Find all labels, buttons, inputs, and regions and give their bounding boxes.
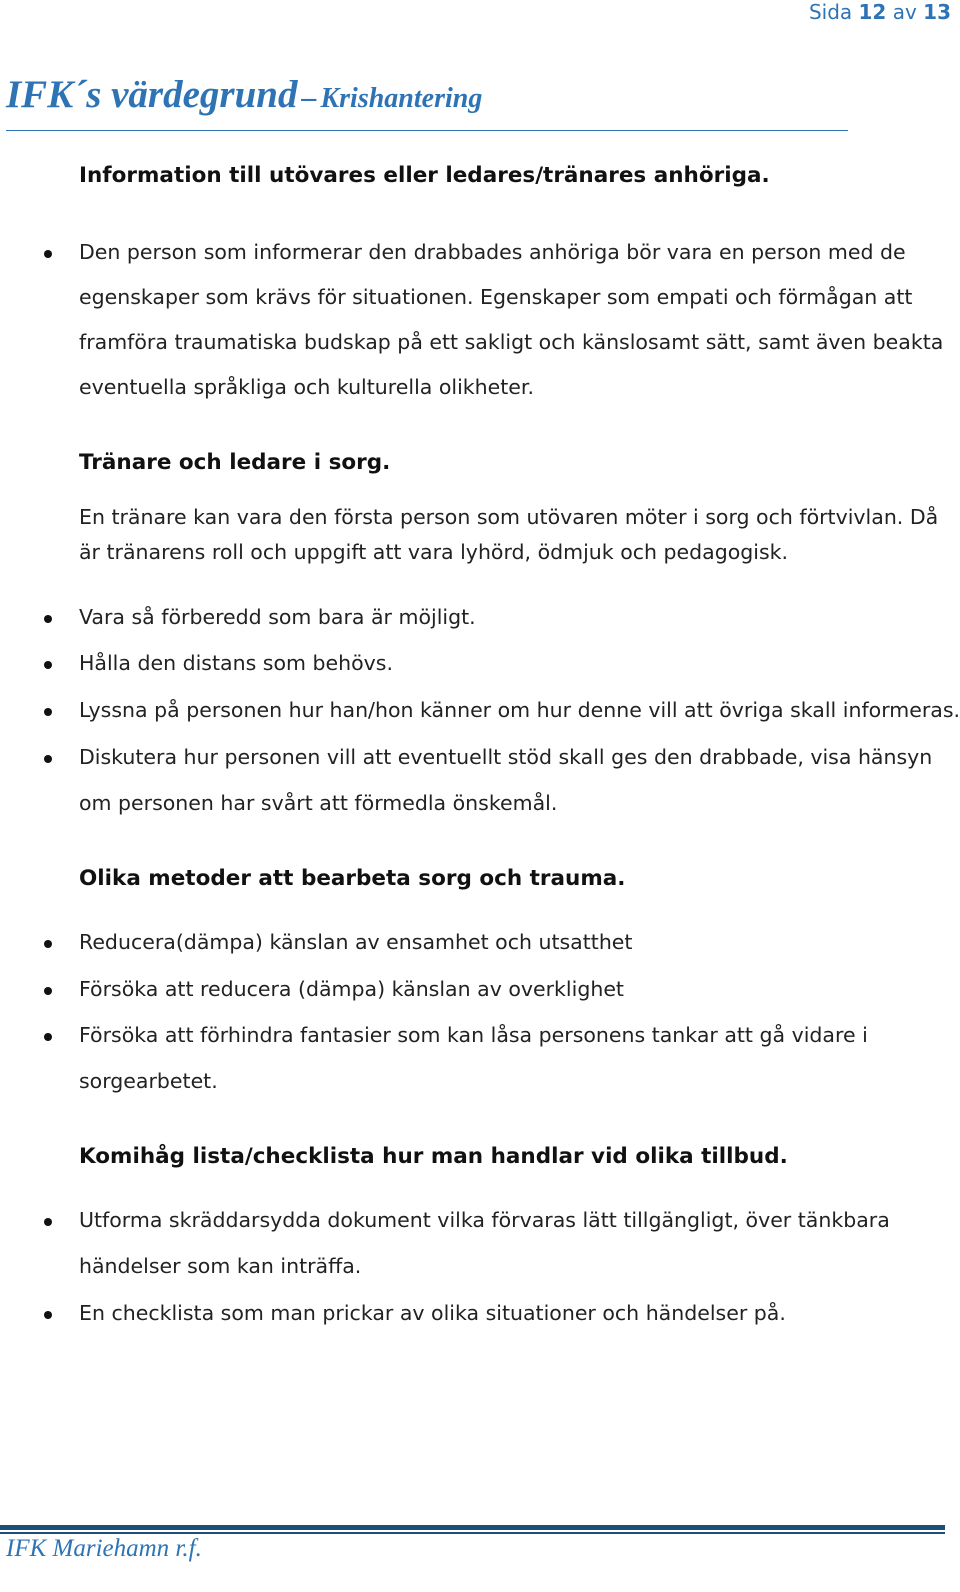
bullet-text-line: eventuella språkliga och kulturella olikheter. (79, 375, 534, 399)
bullet-text-line: En checklista som man prickar av olika situationer och händelser på. (79, 1301, 786, 1325)
bullet-text-line: Försöka att förhindra fantasier som kan låsa personens tankar att gå vidare i (79, 1023, 868, 1047)
bullet-text-line: Reducera(dämpa) känslan av ensamhet och utsatthet (79, 930, 633, 954)
page-of: av (892, 0, 917, 24)
page-prefix: Sida (808, 0, 853, 24)
bullet-text-line: Vara så förberedd som bara är möjligt. (79, 605, 476, 629)
bullet-text-line: Diskutera hur personen vill att eventuellt stöd skall ges den drabbade, visa hänsyn (79, 745, 933, 769)
bullet-icon (44, 708, 52, 716)
footer-organization: IFK Mariehamn r.f. (6, 1535, 202, 1562)
bullet-text-line: Försöka att reducera (dämpa) känslan av overklighet (79, 977, 624, 1001)
bullet-icon (44, 940, 52, 948)
page-current: 12 (858, 0, 887, 24)
section-heading-information: Information till utövares eller ledares/tränares anhöriga. (79, 163, 770, 188)
bullet-icon (44, 755, 52, 763)
bullet-text-line: om personen har svårt att förmedla önskemål. (79, 791, 558, 815)
document-title (6, 72, 482, 117)
paragraph-line: är tränarens roll och uppgift att vara lyhörd, ödmjuk och pedagogisk. (79, 540, 789, 564)
title-main: IFK´s värdegrund (6, 73, 298, 116)
bullet-icon (44, 250, 52, 258)
bullet-icon (44, 1218, 52, 1226)
title-rule (6, 130, 848, 131)
bullet-icon (44, 661, 52, 669)
footer-rule-thin (0, 1532, 945, 1534)
page-number (809, 0, 951, 24)
section-heading-checklist: Komihåg lista/checklista hur man handlar vid olika tillbud. (79, 1144, 788, 1169)
bullet-text-line: händelser som kan inträffa. (79, 1254, 362, 1278)
footer-rule (0, 1525, 945, 1530)
section-heading-coaches: Tränare och ledare i sorg. (79, 450, 391, 475)
section-heading-methods: Olika metoder att bearbeta sorg och trauma. (79, 866, 626, 891)
bullet-icon (44, 987, 52, 995)
bullet-text-line: Lyssna på personen hur han/hon känner om hur denne vill att övriga skall informeras. (79, 698, 960, 722)
bullet-icon (44, 1311, 52, 1319)
bullet-text-line: egenskaper som krävs för situationen. Egenskaper som empati och förmågan att (79, 285, 913, 309)
title-dash: – (301, 81, 317, 114)
bullet-icon (44, 1033, 52, 1041)
page-total: 13 (923, 0, 951, 24)
bullet-text-line: Hålla den distans som behövs. (79, 651, 393, 675)
bullet-text-line: Utforma skräddarsydda dokument vilka förvaras lätt tillgängligt, över tänkbara (79, 1208, 890, 1232)
bullet-text-line: sorgearbetet. (79, 1069, 218, 1093)
title-sub: Krishantering (320, 83, 483, 114)
paragraph-line: En tränare kan vara den första person som utövaren möter i sorg och förtvivlan. Då (79, 505, 939, 529)
bullet-icon (44, 615, 52, 623)
bullet-text-line: framföra traumatiska budskap på ett sakligt och känslosamt sätt, samt även beakta (79, 330, 944, 354)
bullet-text-line: Den person som informerar den drabbades anhöriga bör vara en person med de (79, 240, 906, 264)
